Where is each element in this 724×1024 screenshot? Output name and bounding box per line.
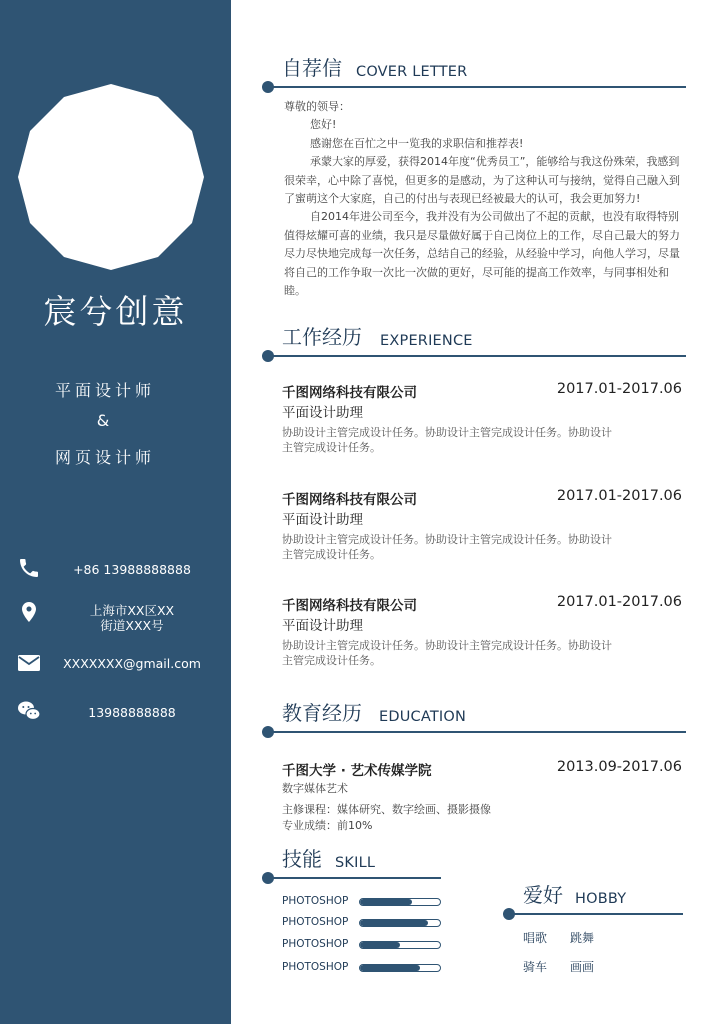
location-pin-icon [17,600,41,624]
phone-icon [17,556,41,580]
section-bullet-dot [503,908,515,920]
profile-photo-placeholder [18,84,204,270]
wechat-icon [17,699,41,723]
section-title-en: COVER LETTER [356,64,468,80]
company-name: 千图网络科技有限公司 [282,598,417,614]
experience-item [282,594,682,674]
sidebar [0,0,231,1024]
section-divider [272,877,441,879]
section-skill-heading [262,848,441,878]
email-address: XXXXXXX@gmail.com [63,656,201,671]
hobby-item: 画画 [570,960,595,974]
job-dates: 2017.01-2017.06 [556,381,682,397]
education-item [282,759,682,839]
contact-phone [0,554,231,594]
skill-name: PHOTOSHOP [282,938,349,950]
letter-greeting: 您好! [310,118,337,132]
experience-item [282,381,682,461]
section-divider [272,355,686,357]
education-courses: 主修课程：媒体研究、数字绘画、摄影摄像 [282,803,491,816]
hobby-item: 唱歌 [523,931,548,945]
job-position: 平面设计助理 [282,512,363,528]
section-divider [513,913,683,915]
contact-wechat [0,699,231,739]
role-primary: 平面设计师 [54,381,155,400]
skill-level-bar [359,898,441,906]
letter-paragraph: 感谢您在百忙之中一览我的求职信和推荐表! [310,136,524,150]
job-description: 协助设计主管完成设计任务。协助设计主管完成设计任务。协助设计主管完成设计任务。 [282,426,612,454]
section-title-cn: 自荐信 [282,56,342,80]
education-dates: 2013.09-2017.06 [556,759,682,775]
section-education-heading [262,702,686,732]
skill-item [282,894,444,910]
role-ampersand: & [96,411,114,430]
job-description: 协助设计主管完成设计任务。协助设计主管完成设计任务。协助设计主管完成设计任务。 [282,639,612,667]
role-secondary: 网页设计师 [54,448,155,467]
school-name: 千图大学 · 艺术传媒学院 [282,763,432,779]
skill-item [282,937,444,953]
section-title-cn: 技能 [282,847,322,871]
section-title-cn: 教育经历 [282,701,362,725]
skill-level-fill [360,942,400,948]
section-title-en: EXPERIENCE [380,333,473,349]
phone-number: +86 13988888888 [73,562,191,577]
section-bullet-dot [262,81,274,93]
skill-item [282,960,444,976]
section-divider [272,731,686,733]
skill-name: PHOTOSHOP [282,961,349,973]
skill-item [282,915,444,931]
letter-paragraph: 承蒙大家的厚爱，获得2014年度“优秀员工”，能够给与我这份殊荣，我感到很荣幸，心中除了喜悦，但更多的是感动，为了这种认可与接纳，觉得自己融入到了蜜萌这个大家庭，自己的付出与表现已经被最大的认可，我会更加努力! [284,155,680,206]
education-score: 专业成绩：前10% [282,819,373,832]
section-bullet-dot [262,726,274,738]
hobby-item: 跳舞 [570,931,595,945]
job-description: 协助设计主管完成设计任务。协助设计主管完成设计任务。协助设计主管完成设计任务。 [282,533,612,561]
skill-level-fill [360,899,412,905]
section-title-cn: 工作经历 [282,325,362,349]
skill-name: PHOTOSHOP [282,916,349,928]
education-major: 数字媒体艺术 [282,782,348,795]
skill-level-bar [359,919,441,927]
company-name: 千图网络科技有限公司 [282,385,417,401]
skill-level-fill [360,920,428,926]
section-cover-letter-heading [262,57,686,87]
section-bullet-dot [262,350,274,362]
profile-name: 宸兮创意 [43,292,188,331]
contact-email [0,651,231,691]
section-divider [272,86,686,88]
job-dates: 2017.01-2017.06 [556,594,682,610]
wechat-id: 13988888888 [88,705,176,720]
section-title-en: EDUCATION [379,709,467,725]
letter-paragraph: 自2014年进公司至今，我并没有为公司做出了不起的贡献，也没有取得特别值得炫耀可喜的业绩，我只是尽量做好属于自己岗位上的工作，尽自己最大的努力尽力尽快地完成每一次任务，总结自己的经验，从经验中学习，向他人学习，尽量将自己的工作争取一次比一次做的更好，尽可能的提高工作效率，与同事相处和睦。 [284,210,680,298]
skill-level-fill [360,965,420,971]
hobby-item: 骑车 [523,960,548,974]
section-title-en: HOBBY [575,891,627,907]
experience-item [282,488,682,568]
address-line-2: 街道XXX号 [100,618,164,633]
letter-salutation: 尊敬的领导： [284,100,350,113]
job-dates: 2017.01-2017.06 [556,488,682,504]
skill-level-bar [359,941,441,949]
section-bullet-dot [262,872,274,884]
skill-level-bar [359,964,441,972]
address-line-1: 上海市XX区XX [89,603,175,618]
job-position: 平面设计助理 [282,618,363,634]
skill-name: PHOTOSHOP [282,895,349,907]
company-name: 千图网络科技有限公司 [282,492,417,508]
job-position: 平面设计助理 [282,405,363,421]
section-title-en: SKILL [335,855,376,871]
contact-address [0,600,231,640]
section-title-cn: 爱好 [523,883,563,907]
mail-icon [17,651,41,675]
section-hobby-heading [503,884,683,914]
section-experience-heading [262,326,686,356]
cover-letter-body [284,98,682,300]
